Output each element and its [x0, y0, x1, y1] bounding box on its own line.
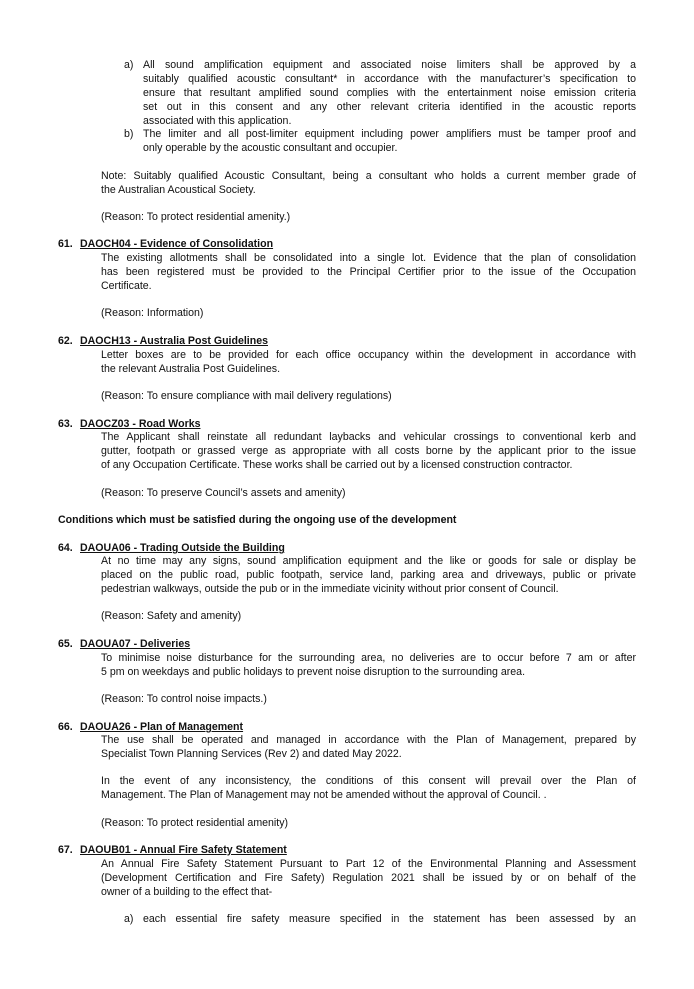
section-heading: Conditions which must be satisfied during the ongoing use of the development [58, 514, 457, 526]
condition-66-body: The use shall be operated and managed in accordance with the Plan of Management, prepared by Specialist Town Planning Services (Rev 2) and dated May 2022. [101, 734, 636, 760]
condition-63-body: The Applicant shall reinstate all redundant laybacks and vehicular crossings to conventional kerb and gutter, footpath or grassed verge as appropriate with all costs borne by the applicant prior to the issue of any Occupation Certificate. These works shall be carried out by a licensed construction contractor. [101, 431, 636, 471]
condition-66-heading: 66. DAOUA26 - Plan of Management [58, 721, 244, 733]
condition-64-reason: (Reason: Safety and amenity) [101, 610, 242, 622]
condition-64-body: At no time may any signs, sound amplification equipment and the like or goods for sale or display be placed on the public road, public footpath, service land, parking area and driveways, public or private pedestrian walkways, outside the pub or in the immediate vicinity without prior consent of Council. [101, 555, 636, 595]
list-item-label-b: b) [124, 128, 134, 140]
acoustic-note: Note: Suitably qualified Acoustic Consultant, being a consultant who holds a current member grade of the Australian Acoustical Society. [101, 170, 636, 196]
condition-63-heading: 63. DAOCZ03 - Road Works [58, 418, 201, 430]
condition-62-heading: 62. DAOCH13 - Australia Post Guidelines [58, 335, 268, 347]
condition-66-body-2: In the event of any inconsistency, the conditions of this consent will prevail over the Plan of Management. The Plan of Management may not be amended without the approval of Council. . [101, 775, 636, 801]
reason-text: (Reason: To protect residential amenity.) [101, 211, 291, 223]
condition-63-reason: (Reason: To preserve Council’s assets and amenity) [101, 487, 346, 499]
condition-62-body: Letter boxes are to be provided for each office occupancy within the development in accordance with the relevant Australia Post Guidelines. [101, 349, 636, 375]
condition-65-reason: (Reason: To control noise impacts.) [101, 693, 267, 705]
condition-67-body: An Annual Fire Safety Statement Pursuant to Part 12 of the Environmental Planning and Assessment (Development Certification and Fire Safety) Regulation 2021 shall be issued by or on behalf of the owner of a building to the effect that- [101, 858, 636, 898]
condition-65-body: To minimise noise disturbance for the surrounding area, no deliveries are to occur before 7 am or after 5 pm on weekdays and public holidays to prevent noise disruption to the surrounding area. [101, 652, 636, 678]
condition-61-heading: 61. DAOCH04 - Evidence of Consolidation [58, 238, 274, 250]
condition-67-item-a-text: each essential fire safety measure specified in the statement has been assessed by an [143, 913, 636, 925]
list-item-a-text: All sound amplification equipment and associated noise limiters shall be approved by a suitably qualified acoustic consultant* in accordance with the manufacturer’s specification to ensure that resultant amplified sound complies with the entertainment noise emission criteria set out in this consent and any other relevant criteria identified in the acoustic reports associated with this application. [143, 59, 636, 127]
condition-61-reason: (Reason: Information) [101, 307, 204, 319]
condition-61-body: The existing allotments shall be consolidated into a single lot. Evidence that the plan of consolidation has been registered must be provided to the Principal Certifier prior to the issue of the Occupation Certificate. [101, 252, 636, 292]
condition-65-heading: 65. DAOUA07 - Deliveries [58, 638, 191, 650]
condition-67-item-label-a: a) [124, 913, 134, 925]
condition-67-heading: 67. DAOUB01 - Annual Fire Safety Statement [58, 844, 287, 856]
list-item-b-text: The limiter and all post-limiter equipment including power amplifiers must be tamper proof and only operable by the acoustic consultant and occupier. [143, 128, 636, 154]
condition-62-reason: (Reason: To ensure compliance with mail delivery regulations) [101, 390, 392, 402]
condition-66-reason: (Reason: To protect residential amenity) [101, 817, 289, 829]
condition-64-heading: 64. DAOUA06 - Trading Outside the Building [58, 542, 285, 554]
list-item-label-a: a) [124, 59, 134, 71]
